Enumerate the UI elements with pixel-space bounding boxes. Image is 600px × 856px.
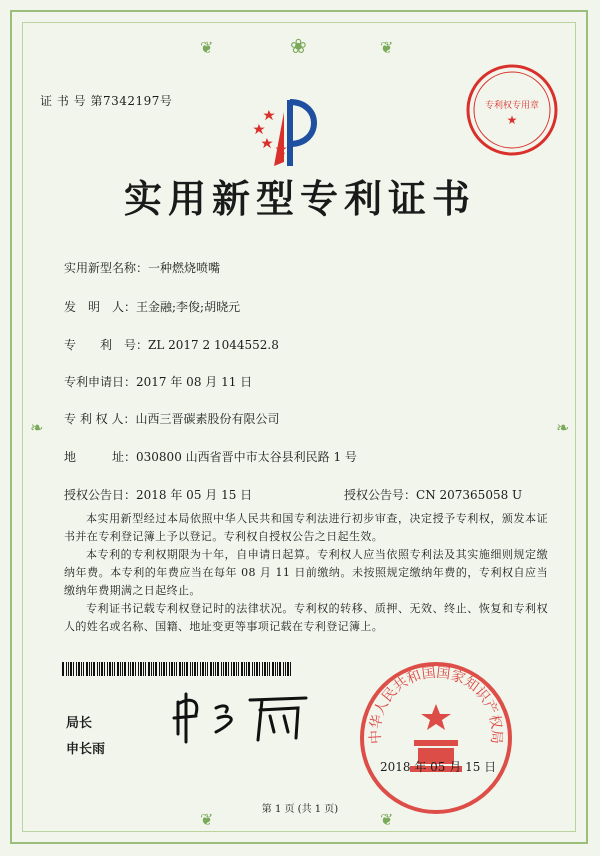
ornament-left: ❧ bbox=[30, 418, 44, 437]
grant-date-value: 2018 年 05 月 15 日 bbox=[136, 488, 253, 502]
utility-model-name-label: 实用新型名称： bbox=[64, 261, 149, 275]
page-footer: 第 1 页 (共 1 页) bbox=[261, 804, 339, 815]
field-utility-model-name bbox=[64, 259, 220, 276]
body-paragraph-1: 本实用新型经过本局依照中华人民共和国专利法进行初步审查，决定授予专利权，颁发本证书并在专利登记簿上予以登记。专利权自授权公告之日起生效。 bbox=[64, 512, 548, 543]
national-ip-office-seal bbox=[356, 658, 516, 818]
field-grant-date bbox=[64, 486, 252, 503]
svg-text:中华人民共和国国家知识产权局: 中华人民共和国国家知识产权局 bbox=[367, 664, 505, 745]
director-name: 申长雨 bbox=[66, 742, 106, 757]
patent-office-logo bbox=[250, 92, 326, 170]
patentee-label: 专 利 权 人： bbox=[64, 412, 136, 426]
body-paragraph-3: 专利证书记载专利权登记时的法律状况。专利权的转移、质押、无效、终止、恢复和专利权人的姓名或名称、国籍、地址变更等事项记载在专利登记簿上。 bbox=[64, 602, 548, 633]
address-label: 地 址： bbox=[64, 450, 137, 464]
ornament-bottom-left: ❦ bbox=[200, 810, 214, 829]
inventor-value: 王金融;李俊;胡晓元 bbox=[136, 300, 241, 314]
grant-number-label: 授权公告号： bbox=[344, 488, 417, 502]
ornament-top-center: ❀ bbox=[290, 34, 307, 58]
body-paragraph-2: 本专利的专利权期限为十年，自申请日起算。专利权人应当依照专利法及其实施细则规定缴纳年费。本专利的年费应当在每年 08 月 11 日前缴纳。未按照规定缴纳年费的，专利权自应当缴纳年费期满之日起终止。 bbox=[64, 548, 548, 597]
field-grant-number bbox=[344, 486, 522, 503]
filing-date-label: 专利申请日： bbox=[64, 375, 137, 389]
ornament-bottom-right: ❦ bbox=[380, 810, 394, 829]
ornament-top-left: ❦ bbox=[200, 38, 214, 57]
field-address bbox=[64, 448, 357, 465]
field-patent-number bbox=[64, 336, 279, 353]
certificate-number: 证 书 号 第7342197号 bbox=[40, 94, 173, 108]
address-value: 030800 山西省晋中市太谷县利民路 1 号 bbox=[136, 450, 357, 464]
ornament-top-right: ❦ bbox=[380, 38, 394, 57]
small-seal-stamp bbox=[462, 60, 562, 160]
field-filing-date bbox=[64, 373, 252, 390]
handwritten-signature bbox=[166, 684, 316, 748]
barcode bbox=[62, 662, 294, 676]
patentee-value: 山西三晋碳素股份有限公司 bbox=[135, 412, 280, 426]
inventor-label: 发 明 人： bbox=[64, 300, 137, 314]
director-title: 局长 bbox=[66, 716, 93, 731]
seal-date: 2018 年 05 月 15 日 bbox=[380, 760, 497, 774]
ornament-right: ❧ bbox=[556, 418, 570, 437]
field-inventor bbox=[64, 298, 240, 315]
patent-number-value: ZL 2017 2 1044552.8 bbox=[148, 338, 279, 352]
grant-number-value: CN 207365058 U bbox=[416, 488, 523, 502]
field-patentee bbox=[64, 410, 279, 427]
grant-date-label: 授权公告日： bbox=[64, 488, 137, 502]
filing-date-value: 2017 年 08 月 11 日 bbox=[136, 375, 253, 389]
patent-number-label: 专 利 号： bbox=[64, 338, 149, 352]
svg-text:专利权专用章: 专利权专用章 bbox=[484, 101, 540, 111]
certificate-title: 实用新型专利证书 bbox=[123, 176, 476, 221]
utility-model-name-value: 一种燃烧喷嘴 bbox=[148, 261, 221, 275]
svg-text:★: ★ bbox=[506, 113, 518, 127]
